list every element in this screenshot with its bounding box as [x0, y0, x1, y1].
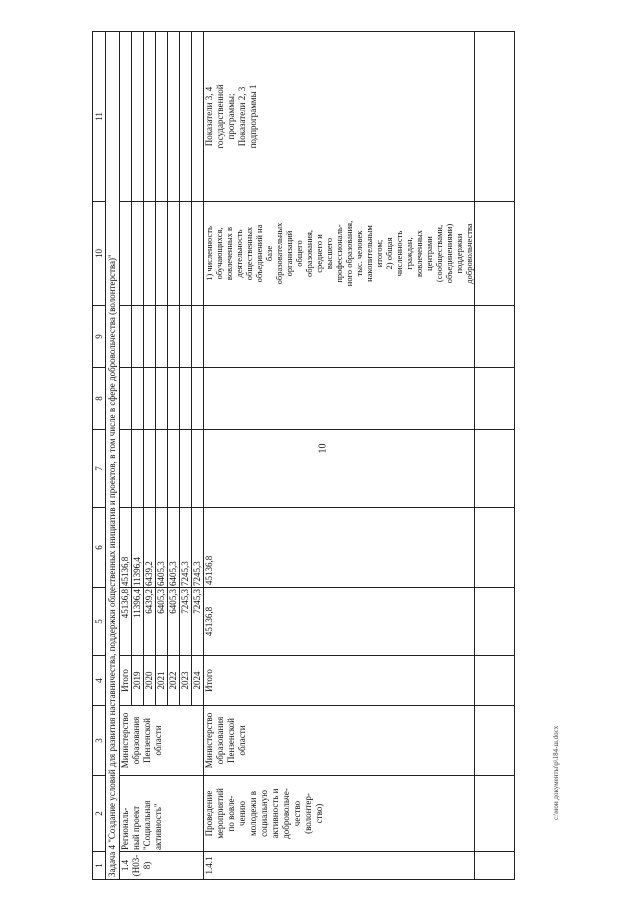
responsible-body: Министерство образования Пензенской области: [120, 706, 204, 776]
year-cell: 2019: [132, 656, 144, 706]
header-cell: 9: [93, 306, 106, 368]
header-cell: 10: [93, 202, 106, 306]
amount-cell: 6405,3: [168, 588, 180, 656]
task-title: Задача 4 "Создание условий для развития наставничества, поддержки общественных инициатив и проектов, в том числе в сфере добровольчества (волонтерства)": [106, 32, 120, 880]
row-number: 1.4 (Н03-8): [120, 852, 204, 880]
task-row: [106, 32, 120, 880]
amount-cell: 6405,3: [168, 508, 180, 588]
header-cell: 2: [93, 776, 106, 852]
page-number: 10: [317, 443, 329, 454]
amount-cell: 7245,3: [192, 588, 204, 656]
row-number: 1.4.1: [204, 852, 475, 880]
year-cell: Итого: [204, 656, 475, 706]
year-cell: 2022: [168, 656, 180, 706]
year-cell: 2023: [180, 656, 192, 706]
table-row: [475, 32, 515, 880]
header-cell: 7: [93, 430, 106, 508]
header-cell: 4: [93, 656, 106, 706]
indicators-description: 1) численность обучающихся, вовлеченных в деятельность общественных объединений на базе образовательных организаций общего образования, среднего и высшего профессиональ- ного образования, тыс. человек накопительным итогом; 2) общая численность граждан, вовлеченных центрами (сообществами, объединениями) поддержки добровольчества: [204, 202, 475, 306]
amount-cell: 45136,8: [204, 588, 475, 656]
amount-cell: 45136,8: [120, 508, 132, 588]
header-cell: 5: [93, 588, 106, 656]
header-row: [93, 32, 106, 880]
table-row: [204, 32, 475, 880]
footer-file-path: c:\мои документы\р\184-ш.docx: [552, 725, 560, 820]
header-cell: 6: [93, 508, 106, 588]
year-cell: 2020: [144, 656, 156, 706]
activity-name: Проведение мероприятий по вовле- чению молодежи в социальную активность и добровольче- чество (волонтер- ство): [204, 776, 475, 852]
amount-cell: 7245,3: [180, 588, 192, 656]
header-cell: 8: [93, 368, 106, 430]
rotated-table-area: [92, 52, 622, 880]
header-cell: 1: [93, 852, 106, 880]
amount-cell: 7245,3: [192, 508, 204, 588]
year-cell: Итого: [120, 656, 132, 706]
amount-cell: 7245,3: [180, 508, 192, 588]
amount-cell: 45136,8: [204, 508, 475, 588]
amount-cell: 6439,2: [144, 508, 156, 588]
amount-cell: 11396,4: [132, 588, 144, 656]
header-cell: 3: [93, 706, 106, 776]
year-cell: 2024: [192, 656, 204, 706]
amount-cell: 6405,3: [156, 508, 168, 588]
project-name: Региональ- ный проект "Социальная активность": [120, 776, 204, 852]
table-row: [120, 32, 132, 880]
amount-cell: 6439,2: [144, 588, 156, 656]
responsible-body: Министерство образования Пензенской области: [204, 706, 475, 776]
program-table: [92, 31, 515, 880]
amount-cell: 6405,3: [156, 588, 168, 656]
year-cell: 2021: [156, 656, 168, 706]
amount-cell: 11396,4: [132, 508, 144, 588]
program-indicators: Показатели 3, 4 государственной программы; Показатели 2, 3 подпрограммы 1: [204, 32, 475, 202]
amount-cell: 45136,8: [120, 588, 132, 656]
header-cell: 11: [93, 32, 106, 202]
